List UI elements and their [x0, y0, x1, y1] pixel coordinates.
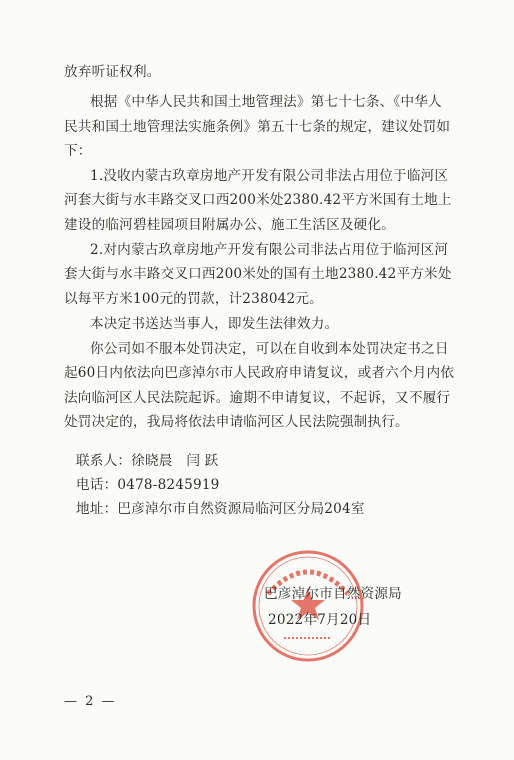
- text-line: 根据《中华人民共和国土地管理法》第七十七条、《中华人: [90, 94, 442, 110]
- text-line: 法向临河区人民法院起诉。逾期不申请复议，不起诉，又不履行: [64, 390, 451, 406]
- text-line: 民共和国土地管理法实施条例》第五十七条的规定，建议处罚如: [64, 119, 451, 135]
- text-line: 你公司如不服本处罚决定，可以在自收到本处罚决定书之日: [90, 341, 449, 357]
- text-line: 套大街与水丰路交叉口西200米处的国有土地2380.42平方米处: [64, 266, 452, 282]
- official-seal-icon: [250, 548, 366, 664]
- contact-people: 联系人：徐晓晨 闫 跃: [76, 453, 219, 469]
- text-line: 河套大街与水丰路交叉口西200米处2380.42平方米国有土地上: [64, 192, 452, 208]
- text-line: 以每平方米100元的罚款，计238042元。: [64, 291, 323, 307]
- signature-date: 2022年7月20日: [268, 612, 372, 628]
- text-line: 建设的临河碧桂园项目附属办公、施工生活区及硬化。: [64, 217, 396, 233]
- contact-address: 地址：巴彦淖尔市自然资源局临河区分局204室: [76, 501, 365, 517]
- signature-org: 巴彦淖尔市自然资源局: [264, 586, 402, 602]
- text-line: 起60日内依法向巴彦淖尔市人民政府申请复议，或者六个月内依: [64, 365, 455, 381]
- text-line: 本决定书送达当事人，即发生法律效力。: [90, 316, 339, 332]
- text-line: 1.没收内蒙古玖章房地产开发有限公司非法占用位于临河区: [90, 168, 449, 184]
- text-line: 下：: [64, 143, 92, 159]
- page-number: — 2 —: [64, 694, 117, 709]
- text-line: 2.对内蒙古玖章房地产开发有限公司非法占用位于临河区河: [90, 242, 449, 258]
- text-line: 放弃听证权利。: [64, 64, 161, 80]
- contact-phone: 电话：0478-8245919: [76, 477, 220, 493]
- text-line: 处罚决定的，我局将依法申请临河区人民法院强制执行。: [64, 414, 409, 430]
